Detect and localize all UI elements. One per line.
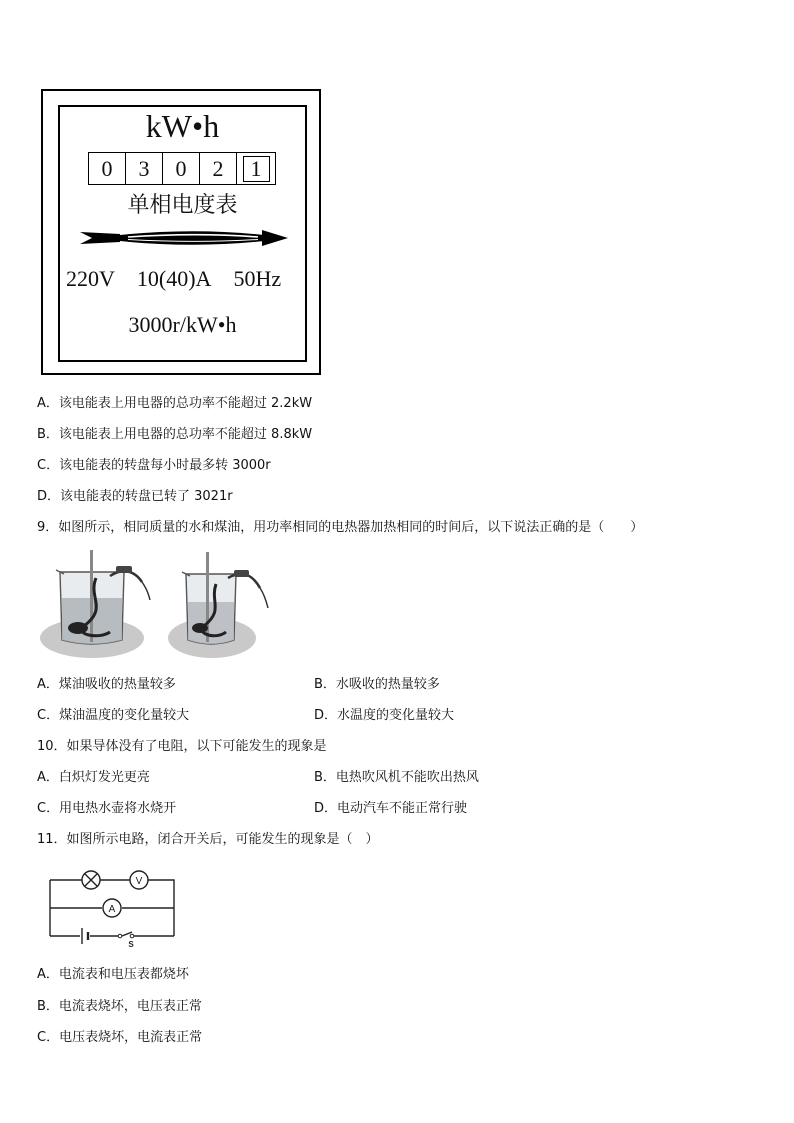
voltmeter-icon: [130, 871, 148, 889]
q9-option-b: B．水吸收的热量较多: [314, 677, 440, 692]
ammeter-icon: [103, 899, 121, 917]
beaker-right-icon: [168, 552, 268, 658]
beaker-heating-figure: [38, 548, 278, 664]
q8-option-d: D．该电能表的转盘已转了 3021r: [37, 489, 233, 504]
meter-frequency: 50Hz: [233, 266, 282, 291]
meter-digit: 0: [163, 153, 200, 184]
q9-option-d: D．水温度的变化量较大: [314, 708, 455, 723]
q11-option-b: B．电流表烧坏，电压表正常: [37, 999, 202, 1014]
ammeter-label: A: [108, 904, 116, 915]
meter-constant: 3000r/kW•h: [128, 312, 237, 337]
circuit-diagram: [44, 866, 180, 948]
meter-current: 10(40)A: [136, 266, 212, 291]
meter-digits: [88, 152, 276, 185]
q10-option-c: C．用电热水壶将水烧开: [37, 801, 177, 816]
q11-option-a: A．电流表和电压表都烧坏: [37, 967, 189, 982]
q11-stem: 11．如图所示电路，闭合开关后，可能发生的现象是（ ）: [37, 832, 379, 847]
q10-option-b: B．电热吹风机不能吹出热风: [314, 770, 479, 785]
q10-stem: 10．如果导体没有了电阻，以下可能发生的现象是: [37, 739, 327, 754]
meter-digit-decimal-value: 1: [243, 156, 270, 182]
arrow-icon: [78, 226, 290, 250]
meter-specs: [66, 266, 281, 292]
voltmeter-label: V: [135, 876, 143, 887]
meter-digit: 3: [126, 153, 163, 184]
q10-option-a: A．白炽灯发光更亮: [37, 770, 150, 785]
q8-option-c: C．该电能表的转盘每小时最多转 3000r: [37, 458, 271, 473]
q8-option-a: A．该电能表上用电器的总功率不能超过 2.2kW: [37, 396, 313, 411]
lamp-icon: [82, 871, 100, 889]
beaker-left-icon: [40, 550, 150, 658]
q8-option-b: B．该电能表上用电器的总功率不能超过 8.8kW: [37, 427, 313, 442]
q9-option-a: A．煤油吸收的热量较多: [37, 677, 176, 692]
battery-icon: [82, 928, 88, 944]
q9-stem: 9．如图所示，相同质量的水和煤油，用功率相同的电热器加热相同的时间后，以下说法正确的是（ ）: [37, 520, 644, 535]
meter-unit: kW•h: [145, 108, 220, 144]
meter-name: 单相电度表: [127, 192, 238, 217]
switch-icon: [118, 934, 134, 948]
switch-label: S: [128, 940, 134, 948]
q11-option-c: C．电压表烧坏，电流表正常: [37, 1030, 203, 1045]
q9-option-c: C．煤油温度的变化量较大: [37, 708, 190, 723]
q10-option-d: D．电动汽车不能正常行驶: [314, 801, 468, 816]
meter-digit: 0: [89, 153, 126, 184]
meter-voltage: 220V: [66, 266, 115, 291]
meter-digit-decimal: [237, 153, 275, 184]
meter-digit: 2: [200, 153, 237, 184]
